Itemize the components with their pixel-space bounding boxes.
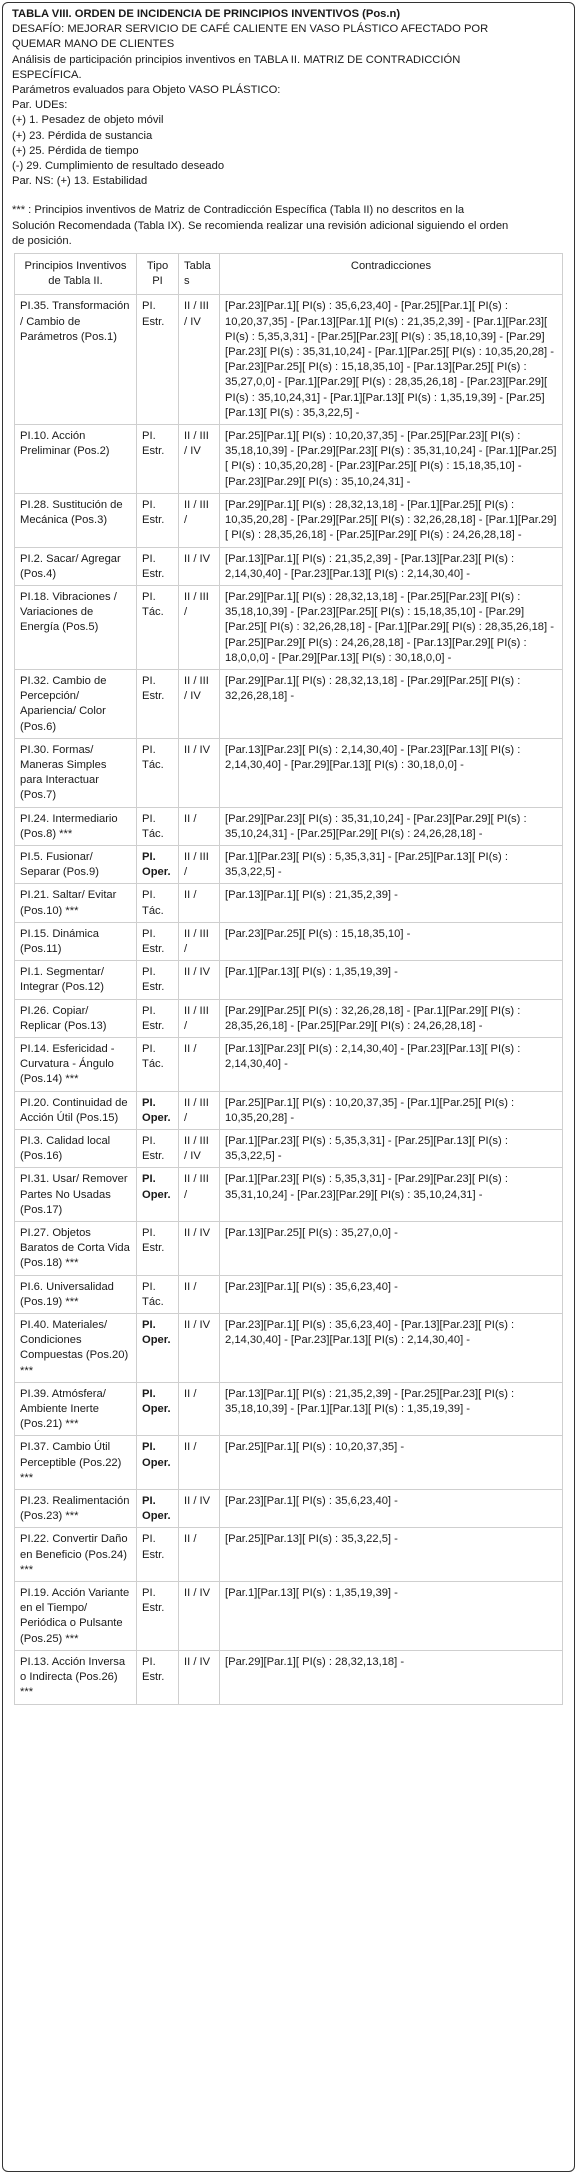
principle-cell: PI.19. Acción Variante en el Tiempo/ Periódica o Pulsante (Pos.25) ***	[15, 1582, 137, 1651]
table-row	[15, 1130, 563, 1168]
table-row	[15, 845, 563, 883]
pi-type-cell: PI. Tác.	[137, 807, 179, 845]
principle-cell: PI.22. Convertir Daño en Beneficio (Pos.24) ***	[15, 1528, 137, 1582]
pi-type-cell: PI. Oper.	[137, 845, 179, 883]
table-body	[15, 295, 563, 1704]
principle-cell: PI.40. Materiales/ Condiciones Compuestas (Pos.20) ***	[15, 1314, 137, 1383]
analysis-line-2: ESPECÍFICA.	[12, 68, 82, 81]
pi-type-cell: PI. Estr.	[137, 425, 179, 494]
contradictions-cell: [Par.1][Par.23][ PI(s) : 5,35,3,31] - [Par.25][Par.13][ PI(s) : 35,3,22,5] -	[220, 1130, 563, 1168]
header-block	[12, 22, 565, 189]
spacer	[12, 189, 565, 203]
principle-cell: PI.1. Segmentar/ Integrar (Pos.12)	[15, 961, 137, 999]
pi-type-cell: PI. Tác.	[137, 1037, 179, 1091]
contradictions-cell: [Par.25][Par.1][ PI(s) : 10,20,37,35] -	[220, 1436, 563, 1490]
table-row	[15, 547, 563, 585]
pi-type-cell: PI. Tác.	[137, 884, 179, 922]
tables-cell: II / IV	[179, 961, 220, 999]
tables-cell: II / IV	[179, 1490, 220, 1528]
parameter-item: (-) 29. Cumplimiento de resultado deseado	[12, 160, 225, 173]
contradictions-cell: [Par.29][Par.23][ PI(s) : 35,31,10,24] - [Par.23][Par.29][ PI(s) : 35,10,24,31] - [Par.25][Par.29][ PI(s) : 24,26,28,18] -	[220, 807, 563, 845]
table-row	[15, 999, 563, 1037]
table-row	[15, 1650, 563, 1704]
document-page	[2, 2, 575, 2172]
table-row	[15, 1490, 563, 1528]
tables-cell: II /	[179, 1528, 220, 1582]
contradictions-cell: [Par.25][Par.1][ PI(s) : 10,20,37,35] - [Par.25][Par.23][ PI(s) : 35,18,10,39] - [Par.29][Par.23][ PI(s) : 35,31,10,24] - [Par.1][Par.25][ PI(s) : 10,35,20,28] - [Par.23][Par.25][ PI(s) : 15,18,35,10] - [Par.23][Par.29][ PI(s) : 35,10,24,31] -	[220, 425, 563, 494]
tables-cell: II /	[179, 1382, 220, 1436]
contradictions-cell: [Par.13][Par.1][ PI(s) : 21,35,2,39] -	[220, 884, 563, 922]
tables-cell: II /	[179, 1037, 220, 1091]
note-block	[12, 203, 565, 249]
pi-type-cell: PI. Oper.	[137, 1091, 179, 1129]
table-header-row	[15, 254, 563, 295]
principle-cell: PI.27. Objetos Baratos de Corta Vida (Pos.18) ***	[15, 1222, 137, 1276]
principle-cell: PI.35. Transformación / Cambio de Parámetros (Pos.1)	[15, 295, 137, 425]
contradictions-cell: [Par.25][Par.13][ PI(s) : 35,3,22,5] -	[220, 1528, 563, 1582]
tables-cell: II /	[179, 1275, 220, 1313]
principle-cell: PI.32. Cambio de Percepción/ Apariencia/ Color (Pos.6)	[15, 669, 137, 738]
table-row	[15, 493, 563, 547]
tables-cell: II / IV	[179, 1582, 220, 1651]
table-row	[15, 1222, 563, 1276]
principle-cell: PI.39. Atmósfera/ Ambiente Inerte (Pos.21) ***	[15, 1382, 137, 1436]
principle-cell: PI.23. Realimentación (Pos.23) ***	[15, 1490, 137, 1528]
principle-cell: PI.2. Sacar/ Agregar (Pos.4)	[15, 547, 137, 585]
tables-cell: II / III /	[179, 1168, 220, 1222]
table-row	[15, 1528, 563, 1582]
contradictions-cell: [Par.23][Par.25][ PI(s) : 15,18,35,10] -	[220, 922, 563, 960]
table-row	[15, 1382, 563, 1436]
pi-type-cell: PI. Estr.	[137, 1528, 179, 1582]
principle-cell: PI.3. Calidad local (Pos.16)	[15, 1130, 137, 1168]
contradictions-cell: [Par.23][Par.1][ PI(s) : 35,6,23,40] - [Par.13][Par.23][ PI(s) : 2,14,30,40] - [Par.23][Par.13][ PI(s) : 2,14,30,40] -	[220, 1314, 563, 1383]
pi-type-cell: PI. Estr.	[137, 999, 179, 1037]
contradictions-cell: [Par.29][Par.1][ PI(s) : 28,32,13,18] - [Par.25][Par.23][ PI(s) : 35,18,10,39] - [Par.23][Par.25][ PI(s) : 15,18,35,10] - [Par.29][Par.25][ PI(s) : 32,26,28,18] - [Par.1][Par.29][ PI(s) : 28,35,26,18] - [Par.25][Par.29][ PI(s) : 24,26,28,18] - [Par.13][Par.29][ PI(s) : 18,0,0,0] - [Par.29][Par.13][ PI(s) : 30,18,0,0] -	[220, 585, 563, 669]
contradictions-cell: [Par.1][Par.13][ PI(s) : 1,35,19,39] -	[220, 961, 563, 999]
table-row	[15, 1091, 563, 1129]
tables-cell: II / IV	[179, 1650, 220, 1704]
pi-type-cell: PI. Tác.	[137, 585, 179, 669]
principle-cell: PI.26. Copiar/ Replicar (Pos.13)	[15, 999, 137, 1037]
pi-type-cell: PI. Estr.	[137, 1130, 179, 1168]
table-row	[15, 425, 563, 494]
tables-cell: II /	[179, 807, 220, 845]
table-row	[15, 295, 563, 425]
pi-type-cell: PI. Estr.	[137, 669, 179, 738]
challenge-line-1: DESAFÍO: MEJORAR SERVICIO DE CAFÉ CALIENTE EN VASO PLÁSTICO AFECTADO POR	[12, 23, 489, 36]
table-row	[15, 807, 563, 845]
contradictions-cell: [Par.13][Par.1][ PI(s) : 21,35,2,39] - [Par.13][Par.23][ PI(s) : 2,14,30,40] - [Par.23][Par.13][ PI(s) : 2,14,30,40] -	[220, 547, 563, 585]
principle-cell: PI.30. Formas/ Maneras Simples para Interactuar (Pos.7)	[15, 738, 137, 807]
pi-type-cell: PI. Estr.	[137, 922, 179, 960]
incidence-table	[14, 253, 563, 1704]
challenge-line-2: QUEMAR MANO DE CLIENTES	[12, 38, 175, 51]
header-principios: Principios Inventivos de Tabla II.	[15, 254, 137, 295]
principle-cell: PI.13. Acción Inversa o Indirecta (Pos.26) ***	[15, 1650, 137, 1704]
contradictions-cell: [Par.13][Par.23][ PI(s) : 2,14,30,40] - [Par.23][Par.13][ PI(s) : 2,14,30,40] -	[220, 1037, 563, 1091]
principle-cell: PI.28. Sustitución de Mecánica (Pos.3)	[15, 493, 137, 547]
pi-type-cell: PI. Estr.	[137, 547, 179, 585]
pi-type-cell: PI. Estr.	[137, 961, 179, 999]
table-row	[15, 669, 563, 738]
tables-cell: II / III /	[179, 1091, 220, 1129]
pi-type-cell: PI. Estr.	[137, 1650, 179, 1704]
tables-cell: II / III / IV	[179, 425, 220, 494]
contradictions-cell: [Par.1][Par.13][ PI(s) : 1,35,19,39] -	[220, 1582, 563, 1651]
tables-cell: II / IV	[179, 1314, 220, 1383]
contradictions-cell: [Par.29][Par.1][ PI(s) : 28,32,13,18] - [Par.1][Par.25][ PI(s) : 10,35,20,28] - [Par.29][Par.25][ PI(s) : 32,26,28,18] - [Par.1][Par.29][ PI(s) : 28,35,26,18] - [Par.25][Par.29][ PI(s) : 24,26,28,18] -	[220, 493, 563, 547]
tables-cell: II / III / IV	[179, 669, 220, 738]
contradictions-cell: [Par.13][Par.23][ PI(s) : 2,14,30,40] - [Par.23][Par.13][ PI(s) : 2,14,30,40] - [Par.29][Par.13][ PI(s) : 30,18,0,0] -	[220, 738, 563, 807]
parameter-item: (+) 1. Pesadez de objeto móvil	[12, 114, 164, 127]
tables-cell: II / III /	[179, 922, 220, 960]
principle-cell: PI.18. Vibraciones / Variaciones de Energía (Pos.5)	[15, 585, 137, 669]
parameters-heading: Parámetros evaluados para Objeto VASO PLÁSTICO:	[12, 84, 281, 97]
table-title: TABLA VIII. ORDEN DE INCIDENCIA DE PRINCIPIOS INVENTIVOS (Pos.n)	[12, 8, 401, 20]
par-ns-line: Par. NS: (+) 13. Estabilidad	[12, 175, 148, 188]
tables-cell: II / III / IV	[179, 1130, 220, 1168]
principle-cell: PI.14. Esfericidad - Curvatura - Ángulo (Pos.14) ***	[15, 1037, 137, 1091]
principle-cell: PI.37. Cambio Útil Perceptible (Pos.22) ***	[15, 1436, 137, 1490]
header-tipo: Tipo PI	[137, 254, 179, 295]
pi-type-cell: PI. Estr.	[137, 295, 179, 425]
tables-cell: II / III /	[179, 845, 220, 883]
note-line-1: *** : Principios inventivos de Matriz de Contradicción Específica (Tabla II) no descritos en la	[12, 204, 465, 217]
table-row	[15, 961, 563, 999]
contradictions-cell: [Par.23][Par.1][ PI(s) : 35,6,23,40] -	[220, 1275, 563, 1313]
parameter-item: (+) 25. Pérdida de tiempo	[12, 144, 139, 157]
note-line-2: Solución Recomendada (Tabla IX). Se recomienda realizar una revisión adicional siguiendo el orden	[12, 219, 509, 232]
table-row	[15, 1436, 563, 1490]
pi-type-cell: PI. Tác.	[137, 738, 179, 807]
tables-cell: II / III / IV	[179, 295, 220, 425]
par-udes-label: Par. UDEs:	[12, 99, 68, 112]
principle-cell: PI.5. Fusionar/ Separar (Pos.9)	[15, 845, 137, 883]
tables-cell: II / III /	[179, 585, 220, 669]
contradictions-cell: [Par.29][Par.25][ PI(s) : 32,26,28,18] - [Par.1][Par.29][ PI(s) : 28,35,26,18] - [Par.25][Par.29][ PI(s) : 24,26,28,18] -	[220, 999, 563, 1037]
pi-type-cell: PI. Tác.	[137, 1275, 179, 1313]
contradictions-cell: [Par.13][Par.1][ PI(s) : 21,35,2,39] - [Par.25][Par.23][ PI(s) : 35,18,10,39] - [Par.1][Par.13][ PI(s) : 1,35,19,39] -	[220, 1382, 563, 1436]
contradictions-cell: [Par.29][Par.1][ PI(s) : 28,32,13,18] -	[220, 1650, 563, 1704]
tables-cell: II / IV	[179, 1222, 220, 1276]
pi-type-cell: PI. Estr.	[137, 1222, 179, 1276]
table-row	[15, 884, 563, 922]
pi-type-cell: PI. Oper.	[137, 1168, 179, 1222]
pi-type-cell: PI. Estr.	[137, 493, 179, 547]
contradictions-cell: [Par.23][Par.1][ PI(s) : 35,6,23,40] -	[220, 1490, 563, 1528]
principle-cell: PI.15. Dinámica (Pos.11)	[15, 922, 137, 960]
table-row	[15, 1037, 563, 1091]
table-row	[15, 1275, 563, 1313]
principle-cell: PI.21. Saltar/ Evitar (Pos.10) ***	[15, 884, 137, 922]
table-row	[15, 1168, 563, 1222]
header-contradicciones: Contradicciones	[220, 254, 563, 295]
table-row	[15, 922, 563, 960]
contradictions-cell: [Par.25][Par.1][ PI(s) : 10,20,37,35] - [Par.1][Par.25][ PI(s) : 10,35,20,28] -	[220, 1091, 563, 1129]
analysis-line-1: Análisis de participación principios inventivos en TABLA II. MATRIZ DE CONTRADICCIÓN	[12, 53, 461, 66]
tables-cell: II / IV	[179, 547, 220, 585]
contradictions-cell: [Par.29][Par.1][ PI(s) : 28,32,13,18] - [Par.29][Par.25][ PI(s) : 32,26,28,18] -	[220, 669, 563, 738]
table-row	[15, 585, 563, 669]
pi-type-cell: PI. Oper.	[137, 1436, 179, 1490]
note-line-3: de posición.	[12, 234, 72, 247]
principle-cell: PI.24. Intermediario (Pos.8) ***	[15, 807, 137, 845]
principle-cell: PI.6. Universalidad (Pos.19) ***	[15, 1275, 137, 1313]
table-row	[15, 1582, 563, 1651]
pi-type-cell: PI. Estr.	[137, 1582, 179, 1651]
parameter-item: (+) 23. Pérdida de sustancia	[12, 129, 153, 142]
pi-type-cell: PI. Oper.	[137, 1314, 179, 1383]
header-tablas: Tablas	[179, 254, 220, 295]
tables-cell: II / III /	[179, 493, 220, 547]
pi-type-cell: PI. Oper.	[137, 1490, 179, 1528]
tables-cell: II /	[179, 884, 220, 922]
contradictions-cell: [Par.1][Par.23][ PI(s) : 5,35,3,31] - [Par.25][Par.13][ PI(s) : 35,3,22,5] -	[220, 845, 563, 883]
principle-cell: PI.10. Acción Preliminar (Pos.2)	[15, 425, 137, 494]
principle-cell: PI.20. Continuidad de Acción Útil (Pos.15)	[15, 1091, 137, 1129]
tables-cell: II / III /	[179, 999, 220, 1037]
tables-cell: II /	[179, 1436, 220, 1490]
pi-type-cell: PI. Oper.	[137, 1382, 179, 1436]
tables-cell: II / IV	[179, 738, 220, 807]
table-row	[15, 1314, 563, 1383]
contradictions-cell: [Par.23][Par.1][ PI(s) : 35,6,23,40] - [Par.25][Par.1][ PI(s) : 10,20,37,35] - [Par.13][Par.1][ PI(s) : 21,35,2,39] - [Par.1][Par.23][ PI(s) : 5,35,3,31] - [Par.25][Par.23][ PI(s) : 35,18,10,39] - [Par.29][Par.23][ PI(s) : 35,31,10,24] - [Par.1][Par.25][ PI(s) : 10,35,20,28] - [Par.23][Par.25][ PI(s) : 15,18,35,10] - [Par.13][Par.25][ PI(s) : 35,27,0,0] - [Par.1][Par.29][ PI(s) : 28,35,26,18] - [Par.23][Par.29][ PI(s) : 35,10,24,31] - [Par.1][Par.13][ PI(s) : 1,35,19,39] - [Par.25][Par.13][ PI(s) : 35,3,22,5] -	[220, 295, 563, 425]
contradictions-cell: [Par.1][Par.23][ PI(s) : 5,35,3,31] - [Par.29][Par.23][ PI(s) : 35,31,10,24] - [Par.23][Par.29][ PI(s) : 35,10,24,31] -	[220, 1168, 563, 1222]
table-row	[15, 738, 563, 807]
principle-cell: PI.31. Usar/ Remover Partes No Usadas (Pos.17)	[15, 1168, 137, 1222]
contradictions-cell: [Par.13][Par.25][ PI(s) : 35,27,0,0] -	[220, 1222, 563, 1276]
